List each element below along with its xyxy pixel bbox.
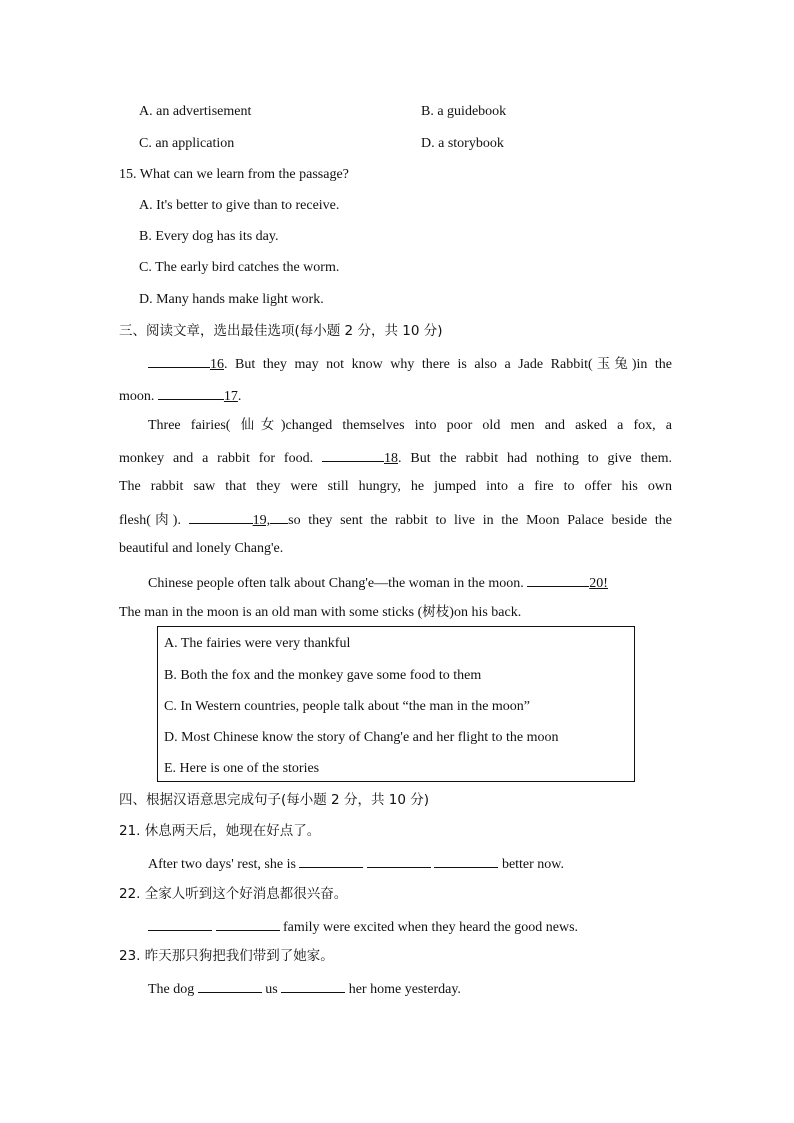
q23-chinese: 23. 昨天那只狗把我们带到了她家。 <box>119 948 334 964</box>
passage-line: Chinese people often talk about Chang'e—the woman in the moon. 20! <box>148 572 608 593</box>
answer-blank <box>158 385 224 400</box>
q21-chinese: 21. 休息两天后，她现在好点了。 <box>119 823 321 839</box>
box-option-c: C. In Western countries, people talk about “the man in the moon” <box>164 699 531 714</box>
answer-blank <box>367 853 431 868</box>
box-option-b: B. Both the fox and the monkey gave some food to them <box>164 668 482 683</box>
answer-blank <box>434 853 498 868</box>
q15-option-d: D. Many hands make light work. <box>139 292 324 307</box>
q14-option-a: A. an advertisement <box>139 104 252 119</box>
answer-blank <box>322 447 384 462</box>
passage-line: monkey and a rabbit for food. 18. But the rabbit had nothing to give them. <box>119 447 672 468</box>
answer-blank <box>299 853 363 868</box>
answer-blank <box>527 572 589 587</box>
q15-option-b: B. Every dog has its day. <box>139 229 279 244</box>
q21-english: After two days' rest, she is better now. <box>148 853 564 874</box>
answer-blank <box>270 509 288 524</box>
q22-chinese: 22. 全家人听到这个好消息都很兴奋。 <box>119 886 348 902</box>
q15-question: 15. What can we learn from the passage? <box>119 167 349 182</box>
section3-heading: 三、阅读文章，选出最佳选项(每小题 2 分，共 10 分) <box>119 323 443 339</box>
answer-blank <box>148 353 210 368</box>
passage-line: Three fairies( 仙女)changed themselves into poor old men and asked a fox, a <box>148 417 672 433</box>
blank-number-19: 19, <box>252 513 271 528</box>
q14-option-c: C. an application <box>139 136 235 151</box>
q14-option-d: D. a storybook <box>421 136 504 151</box>
blank-number-18: 18 <box>383 451 398 466</box>
answer-blank <box>281 978 345 993</box>
blank-number-17: 17 <box>223 389 238 404</box>
answer-blank <box>198 978 262 993</box>
q14-option-b: B. a guidebook <box>421 104 507 119</box>
passage-line: The rabbit saw that they were still hungry, he jumped into a fire to offer his own <box>119 479 672 494</box>
q23-english: The dog us her home yesterday. <box>148 978 461 999</box>
passage-line: moon. 17. <box>119 385 241 406</box>
passage-line: The man in the moon is an old man with some sticks (树枝)on his back. <box>119 604 522 620</box>
answer-blank <box>189 509 253 524</box>
q22-english: family were excited when they heard the good news. <box>148 916 578 937</box>
options-box <box>157 626 635 782</box>
answer-blank <box>216 916 280 931</box>
answer-blank <box>148 916 212 931</box>
box-option-a: A. The fairies were very thankful <box>164 636 351 651</box>
passage-line: 16. But they may not know why there is also a Jade Rabbit(玉兔)in the <box>148 353 672 374</box>
q15-option-c: C. The early bird catches the worm. <box>139 260 340 275</box>
blank-number-20: 20! <box>589 576 608 591</box>
blank-number-16: 16 <box>210 357 224 372</box>
passage-line: beautiful and lonely Chang'e. <box>119 541 284 556</box>
box-option-d: D. Most Chinese know the story of Chang'e and her flight to the moon <box>164 730 559 745</box>
box-option-e: E. Here is one of the stories <box>164 761 320 776</box>
section4-heading: 四、根据汉语意思完成句子(每小题 2 分，共 10 分) <box>119 792 429 808</box>
q15-option-a: A. It's better to give than to receive. <box>139 198 340 213</box>
passage-line: flesh(肉). 19, so they sent the rabbit to live in the Moon Palace beside the <box>119 509 672 530</box>
